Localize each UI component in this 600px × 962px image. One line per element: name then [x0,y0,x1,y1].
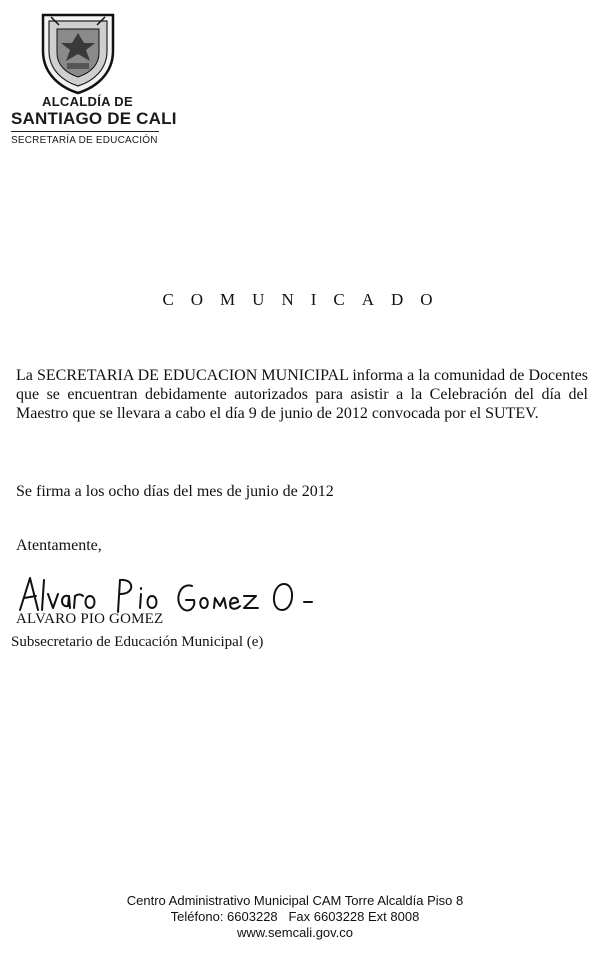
header-santiago-de-cali: SANTIAGO DE CALI [11,109,177,128]
signed-date: Se firma a los ocho días del mes de junio de 2012 [16,483,334,500]
signer-name: ALVARO PIO GOMEZ [16,611,164,627]
header-alcaldia-de: ALCALDÍA DE [42,94,133,109]
footer-phone: Teléfono: 6603228 Fax 6603228 Ext 8008 [170,909,420,924]
header-secretaria: SECRETARÍA DE EDUCACIÓN [11,135,158,146]
body-paragraph: La SECRETARIA DE EDUCACION MUNICIPAL informa a la comunidad de Docentes que se encuentran debidamente autorizados para asistir a la Celebración del día del Maestro que se llevara a cabo el día 9 de junio de 2012 convocada por el SUTEV. [16,367,588,422]
footer-address: Centro Administrativo Municipal CAM Torre Alcaldía Piso 8 [126,893,464,908]
document-title: COMUNICADO [162,290,450,309]
coat-of-arms-icon [37,9,119,95]
footer-website: www.semcali.gov.co [236,925,354,940]
signer-title: Subsecretario de Educación Municipal (e) [11,634,264,650]
closing-salutation: Atentamente, [16,537,102,554]
header-divider [11,131,159,132]
